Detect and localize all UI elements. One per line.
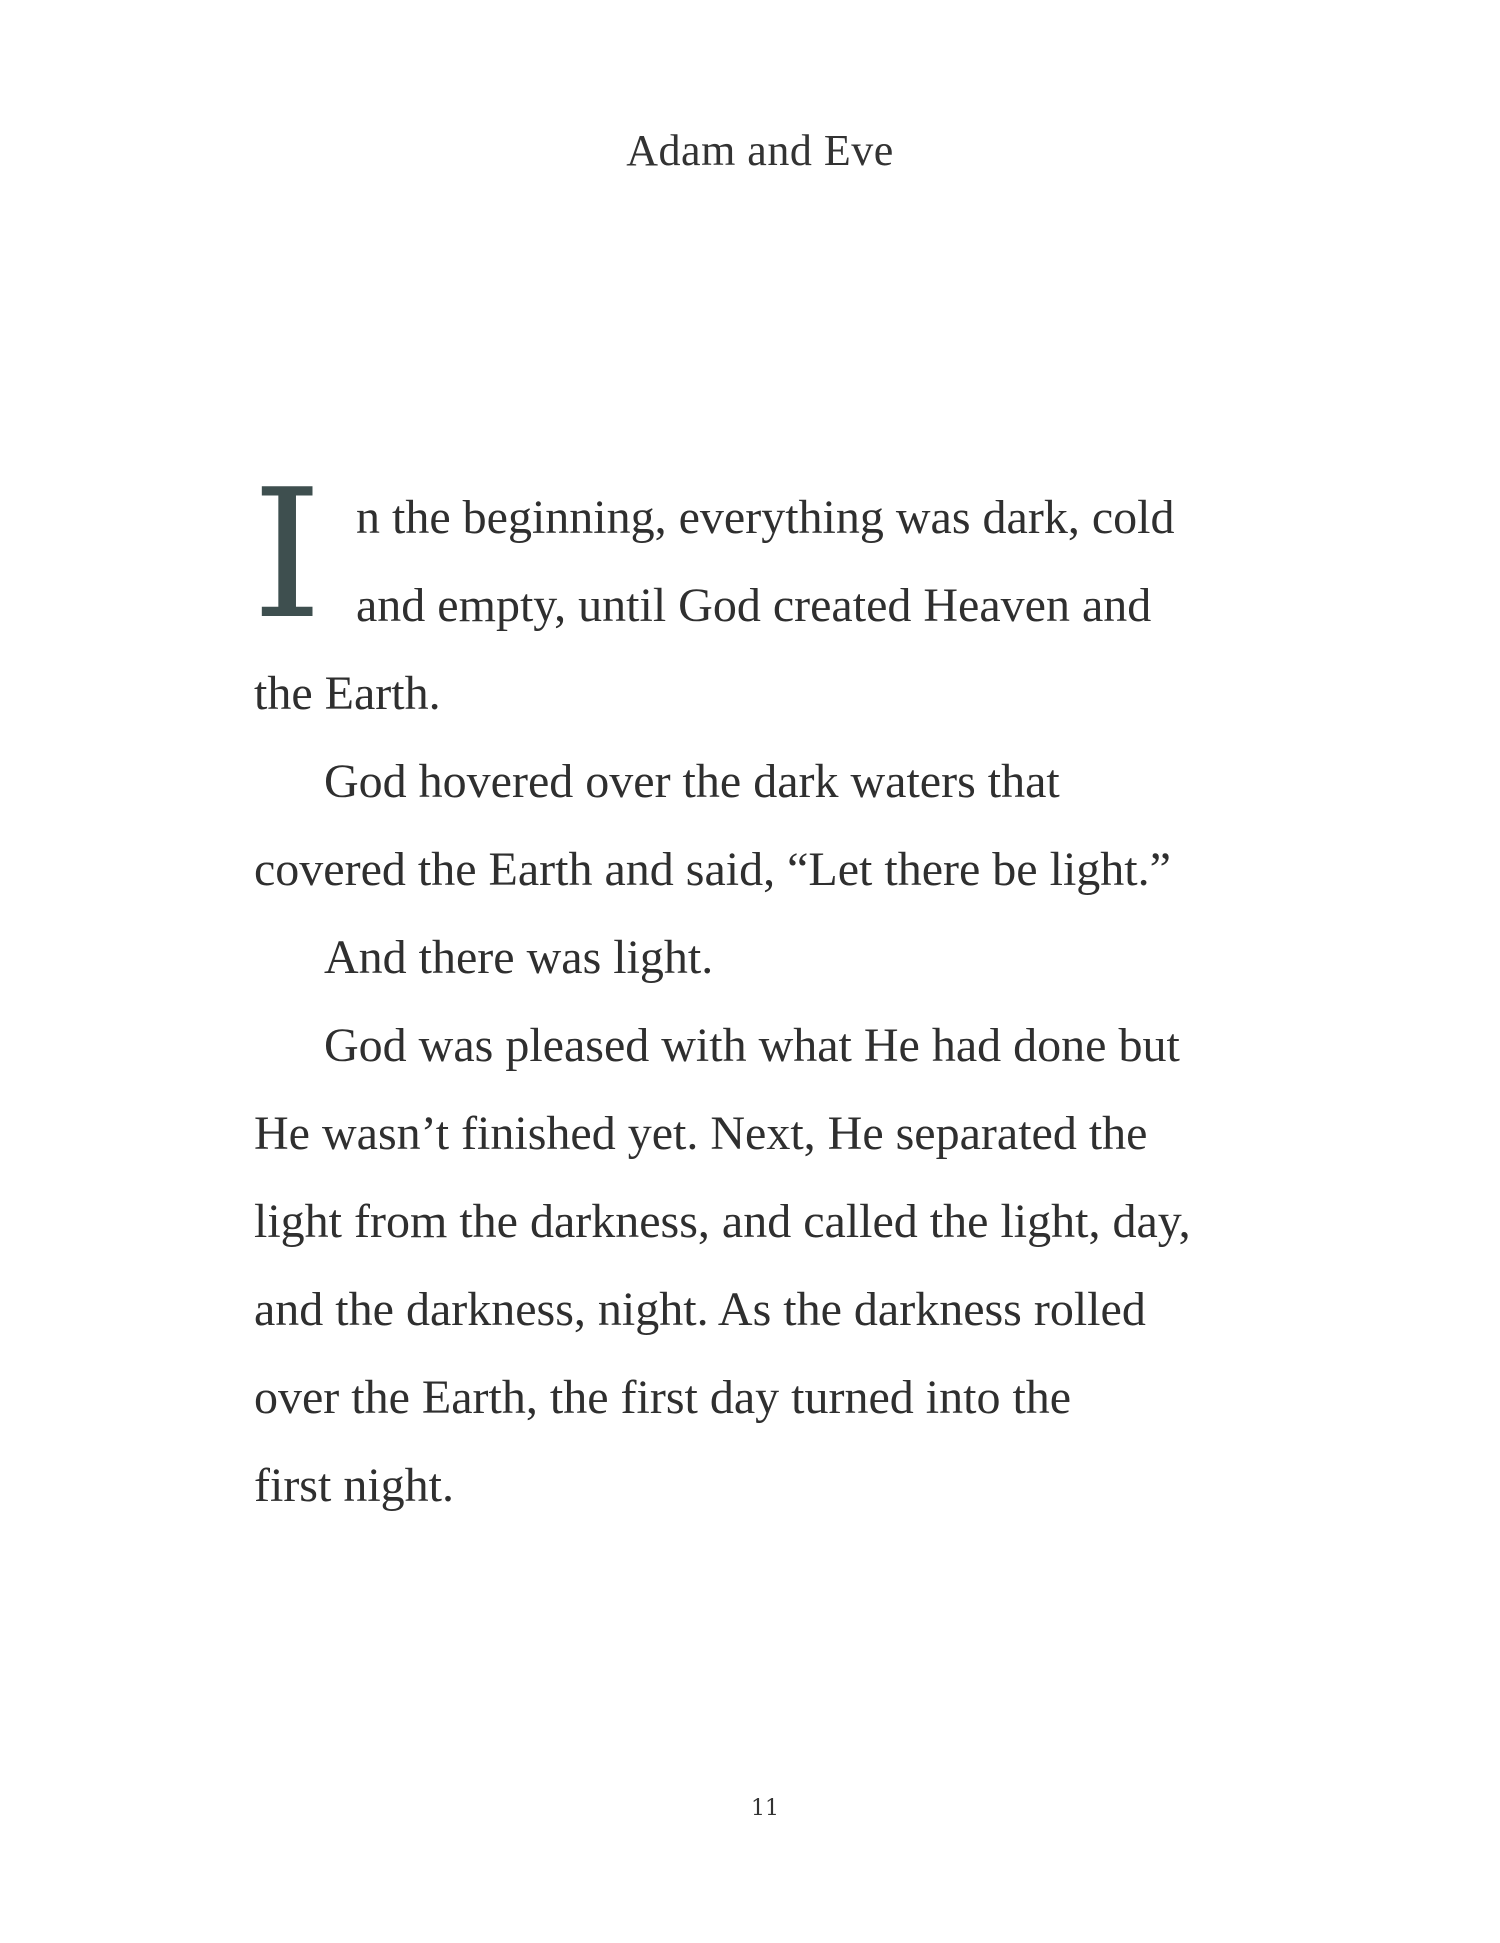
text-line: He wasn’t finished yet. Next, He separated the	[254, 1107, 1148, 1160]
text-line: and empty, until God created Heaven and	[356, 579, 1152, 632]
text-line: God hovered over the dark waters that	[324, 755, 1060, 808]
chapter-title: Adam and Eve	[626, 126, 894, 175]
drop-cap: I	[252, 451, 323, 658]
opening-lines	[356, 474, 1316, 650]
body-text	[254, 650, 1294, 1530]
text-line: first night.	[254, 1459, 454, 1512]
drop-cap-container	[252, 451, 357, 658]
text-line: and the darkness, night. As the darkness rolled	[254, 1283, 1146, 1336]
text-line: covered the Earth and said, “Let there be light.”	[254, 843, 1171, 896]
text-line: n the beginning, everything was dark, cold	[356, 491, 1175, 544]
text-line: And there was light.	[324, 931, 714, 984]
text-line: God was pleased with what He had done but	[324, 1019, 1180, 1072]
page-number: 11	[751, 1796, 779, 1821]
text-line: the Earth.	[254, 667, 441, 720]
text-line: over the Earth, the first day turned into the	[254, 1371, 1072, 1424]
text-line: light from the darkness, and called the light, day,	[254, 1195, 1191, 1248]
